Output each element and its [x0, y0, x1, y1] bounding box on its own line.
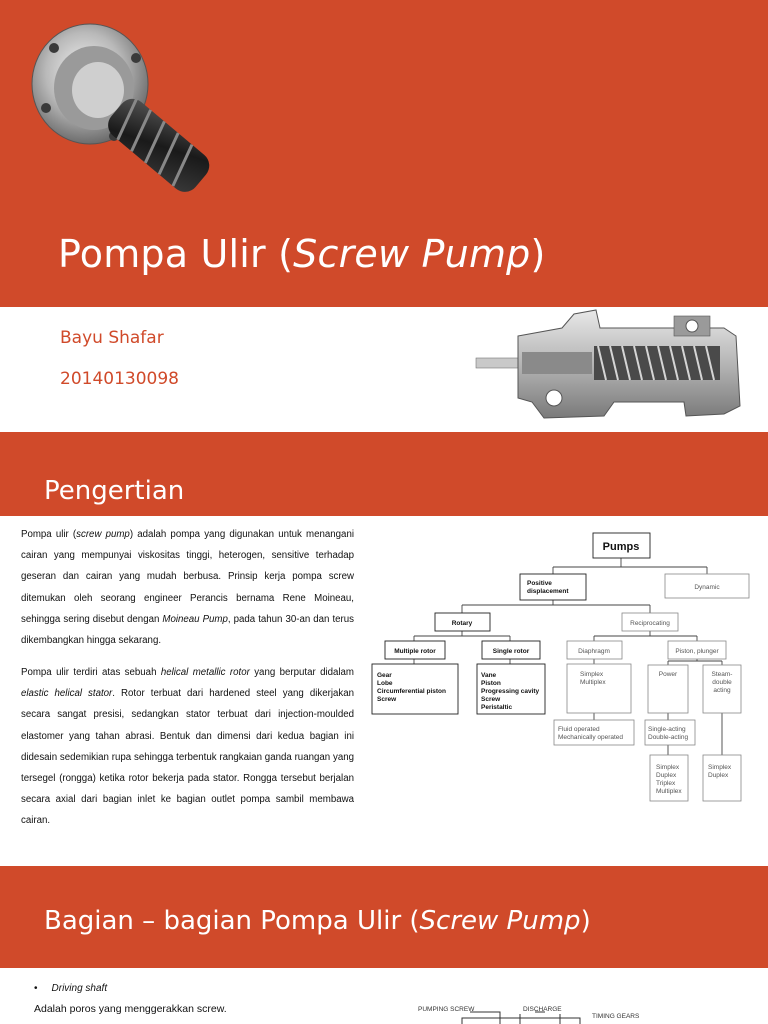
- paragraph-1-run: Pompa ulir (: [21, 529, 77, 540]
- paragraph-2-run: yang berputar didalam: [249, 667, 354, 678]
- node-positive-2: displacement: [527, 588, 569, 595]
- bagian-heading: [44, 906, 591, 936]
- node-power: Power: [658, 671, 678, 678]
- power-triplex: Triplex: [656, 780, 676, 787]
- paragraph-1-run: screw pump: [76, 529, 130, 540]
- steam-1: Steam-: [711, 671, 733, 678]
- multiple-item-lobe: Lobe: [377, 680, 393, 687]
- bagian-heading-italic: Screw Pump: [419, 906, 581, 936]
- paragraph-2-run: . Rotor terbuat dari hardened steel yang dikerjakan secara sangat presisi, sedangkan stator terbuat dari injection-moulded elastomer yang tahan abrasi. Bentuk dan dimensi dari kedua bagian ini didesain sedemikian rupa sehingga terbentuk rangkaian ganda ruangan yang tersegel (rongga) ketika rotor bekerja pada stator. Rongga tersebut berjalan secara axial dari bagian inlet ke bagian outlet pompa sambil membawa cairan.: [21, 688, 354, 827]
- author-name: Bayu Shafar: [60, 328, 164, 348]
- student-id: 20140130098: [60, 369, 179, 389]
- bullet-text: Driving shaft: [51, 983, 108, 994]
- node-rotary: Rotary: [451, 620, 473, 627]
- title-italic-text: Screw Pump: [293, 232, 531, 276]
- bullet-dot: •: [34, 983, 38, 994]
- power-multiplex: Multiplex: [656, 788, 682, 795]
- paragraph-2-run: Pompa ulir terdiri atas sebuah: [21, 667, 161, 678]
- diaphragm-item-multiplex: Multiplex: [580, 679, 606, 686]
- mechanically-operated: Mechanically operated: [558, 734, 624, 741]
- pump-classification-diagram: [370, 528, 750, 803]
- fluid-operated: Fluid operated: [558, 726, 600, 733]
- title-main-text: Pompa Ulir (: [58, 232, 294, 276]
- single-acting: Single-acting: [648, 726, 686, 733]
- screw-pump-sketch: [410, 998, 730, 1024]
- paragraph-1-run: , pada tahun 30-an dan terus dikembangkan hingga sekarang.: [21, 613, 354, 647]
- screw-pump-cutaway-image: [474, 306, 754, 424]
- multiple-item-gear: Gear: [377, 672, 392, 679]
- diaphragm-item-simplex: Simplex: [580, 671, 604, 678]
- label-discharge: DISCHARGE: [523, 1006, 562, 1013]
- title-close-text: ): [530, 232, 546, 276]
- node-diaphragm: Diaphragm: [578, 648, 610, 655]
- definition-paragraph-2: [21, 662, 354, 832]
- pengertian-heading: Pengertian: [44, 476, 185, 506]
- power-simplex: Simplex: [656, 764, 680, 771]
- double-acting: Double-acting: [648, 734, 689, 741]
- multiple-item-circumferential: Circumferential piston: [377, 688, 446, 695]
- multiple-item-screw: Screw: [377, 696, 397, 703]
- node-single-rotor: Single rotor: [492, 648, 530, 655]
- screw-pump-rotor-image: [18, 18, 218, 193]
- bagian-heading-close: ): [580, 906, 591, 936]
- paragraph-1-run: ) adalah pompa yang digunakan untuk menangani cairan yang mempunyai viskositas tinggi, heterogen, sensitive terhadap geseran dan cairan yang mudah berbusa. Prinsip kerja pompa screw ditemukan oleh seorang engineer Perancis bernama Rene Moineau, sehingga sering disebut dengan: [21, 529, 354, 625]
- steam-2: double: [712, 679, 732, 686]
- node-dynamic: Dynamic: [694, 584, 720, 591]
- paragraph-2-run: elastic helical stator: [21, 688, 113, 700]
- paragraph-1-run: Moineau Pump: [162, 613, 228, 625]
- bagian-heading-main: Bagian – bagian Pompa Ulir (: [44, 906, 420, 936]
- single-item-piston: Piston: [481, 680, 501, 687]
- power-duplex: Duplex: [656, 772, 677, 779]
- node-pumps: Pumps: [602, 541, 640, 553]
- node-multiple-rotor: Multiple rotor: [394, 648, 436, 655]
- steam-simplex: Simplex: [708, 764, 732, 771]
- node-piston-plunger: Piston, plunger: [675, 648, 719, 655]
- paragraph-2-run: helical metallic rotor: [160, 667, 250, 678]
- label-timing-gears: TIMING GEARS: [592, 1013, 640, 1020]
- single-item-peristaltic: Peristaltic: [481, 704, 513, 711]
- label-pumping-screw: PUMPING SCREW: [418, 1006, 475, 1013]
- single-item-vane: Vane: [481, 672, 497, 679]
- driving-shaft-definition: Adalah poros yang menggerakkan screw.: [34, 1003, 227, 1015]
- definition-paragraph-1: [21, 524, 354, 651]
- single-item-progressing: Progressing cavity: [481, 688, 540, 695]
- steam-duplex: Duplex: [708, 772, 729, 779]
- node-reciprocating: Reciprocating: [630, 620, 670, 627]
- node-positive-1: Positive: [527, 580, 552, 587]
- steam-3: acting: [713, 687, 731, 694]
- single-item-screw: Screw: [481, 696, 501, 703]
- bullet-driving-shaft: [34, 983, 107, 994]
- presentation-title: [58, 232, 546, 276]
